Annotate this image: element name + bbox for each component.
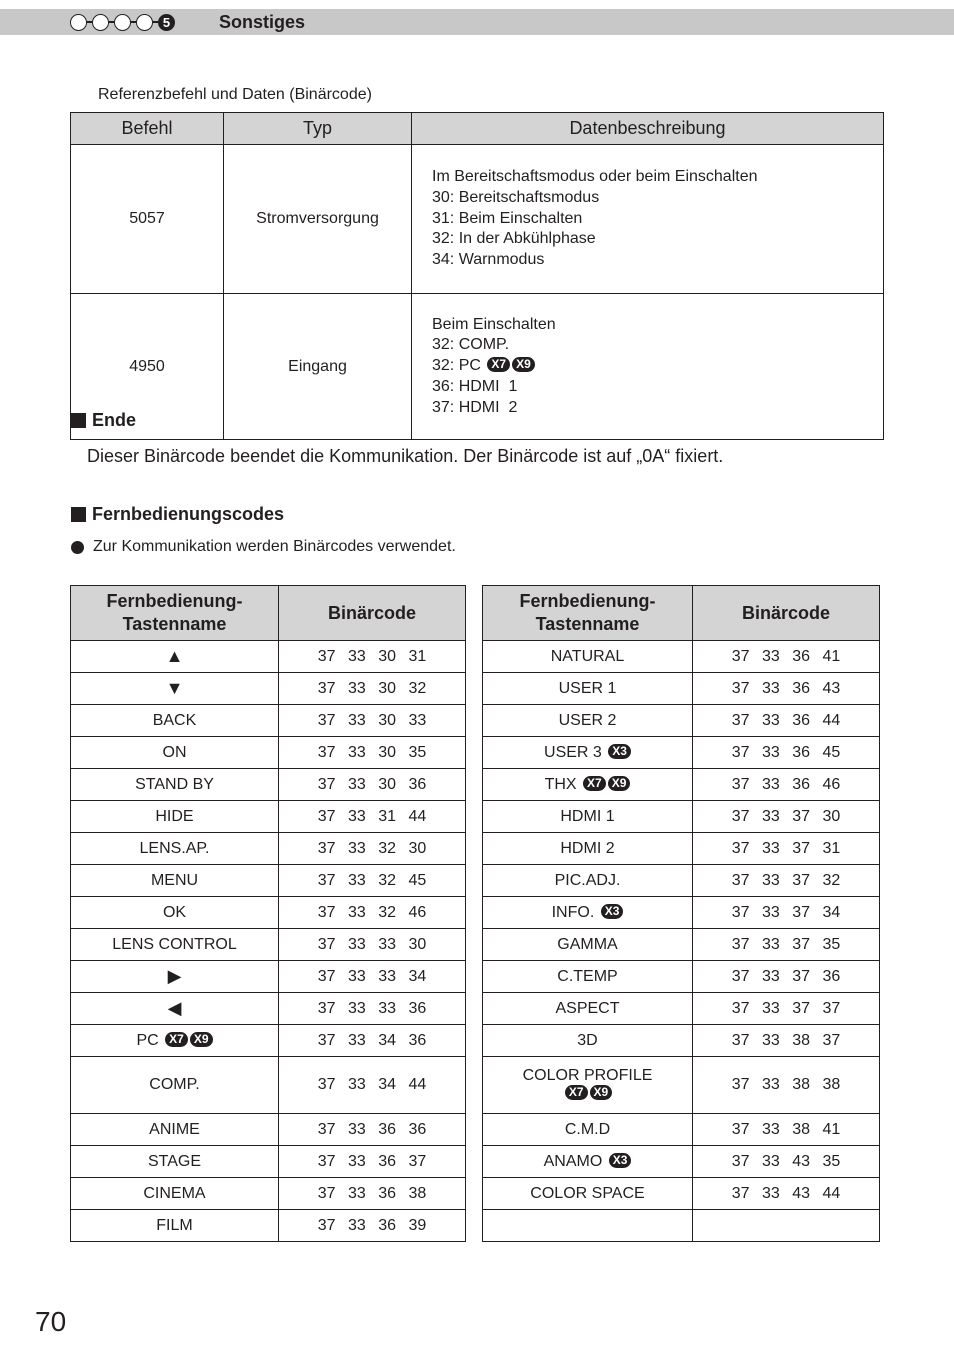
key-name: FILM (71, 1210, 279, 1242)
table-row (483, 641, 880, 673)
binary-code: 37 33 30 31 (279, 641, 466, 673)
key-name: STAGE (71, 1146, 279, 1178)
step-circle-icon (114, 14, 131, 31)
table-row (71, 705, 466, 737)
description-line: Beim Einschalten (432, 315, 556, 333)
table-row (71, 737, 466, 769)
binary-code: 37 33 30 33 (279, 705, 466, 737)
binary-code: 37 33 36 37 (279, 1146, 466, 1178)
round-bullet-icon (71, 541, 84, 554)
binary-code: 37 33 36 41 (693, 641, 880, 673)
table-row (71, 961, 466, 993)
table-row (483, 833, 880, 865)
model-badge-x7: X7 (583, 776, 606, 791)
model-badge-x9: X9 (590, 1085, 613, 1100)
binary-code: 37 33 30 35 (279, 737, 466, 769)
column-header-binary-code: Binärcode (279, 586, 466, 641)
command-cell: 5057 (71, 145, 224, 294)
table-row (483, 705, 880, 737)
binary-code: 37 33 37 37 (693, 993, 880, 1025)
table-row (483, 865, 880, 897)
remote-codes-table-left (70, 585, 466, 1242)
key-name: HIDE (71, 801, 279, 833)
key-name: HDMI 1 (483, 801, 693, 833)
model-badge-x7: X7 (165, 1032, 188, 1047)
description-line: 32: In der Abkühlphase (432, 230, 596, 248)
model-badge-x3: X3 (609, 1153, 632, 1168)
key-name: PIC.ADJ. (483, 865, 693, 897)
column-header-type: Typ (224, 113, 412, 145)
key-name: STAND BY (71, 769, 279, 801)
binary-code (693, 1210, 880, 1242)
table-row (483, 673, 880, 705)
binary-code: 37 33 30 36 (279, 769, 466, 801)
table-row (71, 641, 466, 673)
binary-code: 37 33 31 44 (279, 801, 466, 833)
binary-code: 37 33 36 44 (693, 705, 880, 737)
remote-codes-note: Zur Kommunikation werden Binärcodes verwendet. (71, 538, 456, 556)
binary-code: 37 33 37 32 (693, 865, 880, 897)
key-name: USER 3 X3 (483, 737, 693, 769)
table-row (71, 897, 466, 929)
key-name: 3D (483, 1025, 693, 1057)
key-name: CINEMA (71, 1178, 279, 1210)
key-name: PC X7 X9 (71, 1025, 279, 1057)
table-row (71, 769, 466, 801)
binary-code: 37 33 32 46 (279, 897, 466, 929)
table-row (483, 1114, 880, 1146)
table-row-empty (483, 1210, 880, 1242)
key-name: OK (71, 897, 279, 929)
table-row (71, 1025, 466, 1057)
key-name (71, 641, 279, 673)
ende-heading: Ende (71, 410, 136, 431)
model-badge-x3: X3 (601, 904, 624, 919)
key-name: ANAMO X3 (483, 1146, 693, 1178)
key-name: LENS.AP. (71, 833, 279, 865)
step-circle-icon (136, 14, 153, 31)
table-row (71, 294, 884, 440)
binary-code: 37 33 43 44 (693, 1178, 880, 1210)
key-name: USER 1 (483, 673, 693, 705)
binary-code: 37 33 37 35 (693, 929, 880, 961)
type-cell: Eingang (224, 294, 412, 440)
table-row (483, 929, 880, 961)
table-row (71, 145, 884, 294)
section-header (0, 9, 954, 35)
table-row (71, 993, 466, 1025)
binary-code: 37 33 36 36 (279, 1114, 466, 1146)
column-header-key-name: Fernbedienung- Tastenname (71, 586, 279, 641)
table-row (483, 993, 880, 1025)
model-badge-x9: X9 (190, 1032, 213, 1047)
left-arrow-icon: ◀ (167, 997, 182, 1018)
key-name: C.M.D (483, 1114, 693, 1146)
table-row (483, 769, 880, 801)
binary-code: 37 33 37 30 (693, 801, 880, 833)
table-row (71, 1210, 466, 1242)
binary-code: 37 33 36 43 (693, 673, 880, 705)
description-line: 31: Beim Einschalten (432, 209, 583, 227)
table-row (483, 801, 880, 833)
binary-code: 37 33 37 34 (693, 897, 880, 929)
up-arrow-icon: ▲ (165, 645, 184, 666)
section-title: Sonstiges (219, 12, 306, 32)
table-row (71, 1114, 466, 1146)
binary-code: 37 33 33 30 (279, 929, 466, 961)
table-row (71, 1178, 466, 1210)
remote-codes-heading: Fernbedienungscodes (71, 504, 284, 525)
key-name (483, 1210, 693, 1242)
page-number: 70 (35, 1306, 67, 1337)
command-cell: 4950 (71, 294, 224, 440)
active-step-circle: 5 (158, 14, 175, 31)
step-circle-icon (70, 14, 87, 31)
description-line: 36: HDMI 1 (432, 377, 518, 395)
model-badge-x3: X3 (608, 744, 631, 759)
binary-code: 37 33 32 45 (279, 865, 466, 897)
column-header-description: Datenbeschreibung (412, 113, 884, 145)
key-name: COMP. (71, 1057, 279, 1114)
key-name: ANIME (71, 1114, 279, 1146)
table-row (483, 1025, 880, 1057)
key-name (71, 961, 279, 993)
description-line: 32: PC X7 X9 (432, 356, 883, 377)
table-row (483, 737, 880, 769)
model-badge-x7: X7 (565, 1085, 588, 1100)
step-circle-icon (92, 14, 109, 31)
table-row (71, 833, 466, 865)
description-line: 30: Bereitschaftsmodus (432, 188, 600, 206)
binary-code: 37 33 36 38 (279, 1178, 466, 1210)
column-header-key-name: Fernbedienung- Tastenname (483, 586, 693, 641)
binary-code: 37 33 34 36 (279, 1025, 466, 1057)
key-name: COLOR PROFILE X7 X9 (483, 1057, 693, 1114)
table-row (71, 929, 466, 961)
binary-code: 37 33 32 30 (279, 833, 466, 865)
key-name: LENS CONTROL (71, 929, 279, 961)
binary-code: 37 33 36 46 (693, 769, 880, 801)
binary-code: 37 33 34 44 (279, 1057, 466, 1114)
key-name: NATURAL (483, 641, 693, 673)
ende-text: Dieser Binärcode beendet die Kommunikation. Der Binärcode ist auf „0A“ fixiert. (87, 446, 724, 466)
reference-table (70, 112, 884, 440)
key-name (71, 993, 279, 1025)
square-bullet-icon (71, 413, 86, 428)
binary-code: 37 33 38 38 (693, 1057, 880, 1114)
binary-code: 37 33 43 35 (693, 1146, 880, 1178)
table-row (71, 673, 466, 705)
description-cell (412, 294, 884, 440)
binary-code: 37 33 37 36 (693, 961, 880, 993)
table-row (483, 897, 880, 929)
column-header-binary-code: Binärcode (693, 586, 880, 641)
down-arrow-icon: ▼ (165, 677, 184, 698)
table-row (71, 801, 466, 833)
description-line: 37: HDMI 2 (432, 398, 518, 416)
model-badge-x7: X7 (487, 357, 510, 372)
description-cell (412, 145, 884, 294)
key-name: HDMI 2 (483, 833, 693, 865)
model-badge-x9: X9 (512, 357, 535, 372)
key-name: COLOR SPACE (483, 1178, 693, 1210)
description-line: 32: COMP. (432, 336, 510, 354)
key-name: ASPECT (483, 993, 693, 1025)
table-row (71, 1057, 466, 1114)
key-name: MENU (71, 865, 279, 897)
description-line: Im Bereitschaftsmodus oder beim Einschalten (432, 168, 758, 185)
reference-caption: Referenzbefehl und Daten (Binärcode) (98, 86, 372, 103)
table-row (71, 1146, 466, 1178)
description-line: 34: Warnmodus (432, 251, 545, 269)
key-name: GAMMA (483, 929, 693, 961)
binary-code: 37 33 37 31 (693, 833, 880, 865)
binary-code: 37 33 30 32 (279, 673, 466, 705)
remote-codes-table-right (482, 585, 880, 1242)
binary-code: 37 33 38 41 (693, 1114, 880, 1146)
right-arrow-icon: ▶ (167, 965, 182, 986)
binary-code: 37 33 33 36 (279, 993, 466, 1025)
key-name: ON (71, 737, 279, 769)
binary-code: 37 33 33 34 (279, 961, 466, 993)
key-name: INFO. X3 (483, 897, 693, 929)
square-bullet-icon (71, 507, 86, 522)
key-name: USER 2 (483, 705, 693, 737)
table-row (483, 1178, 880, 1210)
table-row (483, 1057, 880, 1114)
model-badge-x9: X9 (608, 776, 631, 791)
key-name: C.TEMP (483, 961, 693, 993)
type-cell: Stromversorgung (224, 145, 412, 294)
table-row (483, 1146, 880, 1178)
key-name: THX X7 X9 (483, 769, 693, 801)
binary-code: 37 33 36 45 (693, 737, 880, 769)
key-name (71, 673, 279, 705)
table-row (71, 865, 466, 897)
column-header-command: Befehl (71, 113, 224, 145)
step-indicator (70, 12, 175, 32)
binary-code: 37 33 36 39 (279, 1210, 466, 1242)
key-name: BACK (71, 705, 279, 737)
table-row (483, 961, 880, 993)
binary-code: 37 33 38 37 (693, 1025, 880, 1057)
